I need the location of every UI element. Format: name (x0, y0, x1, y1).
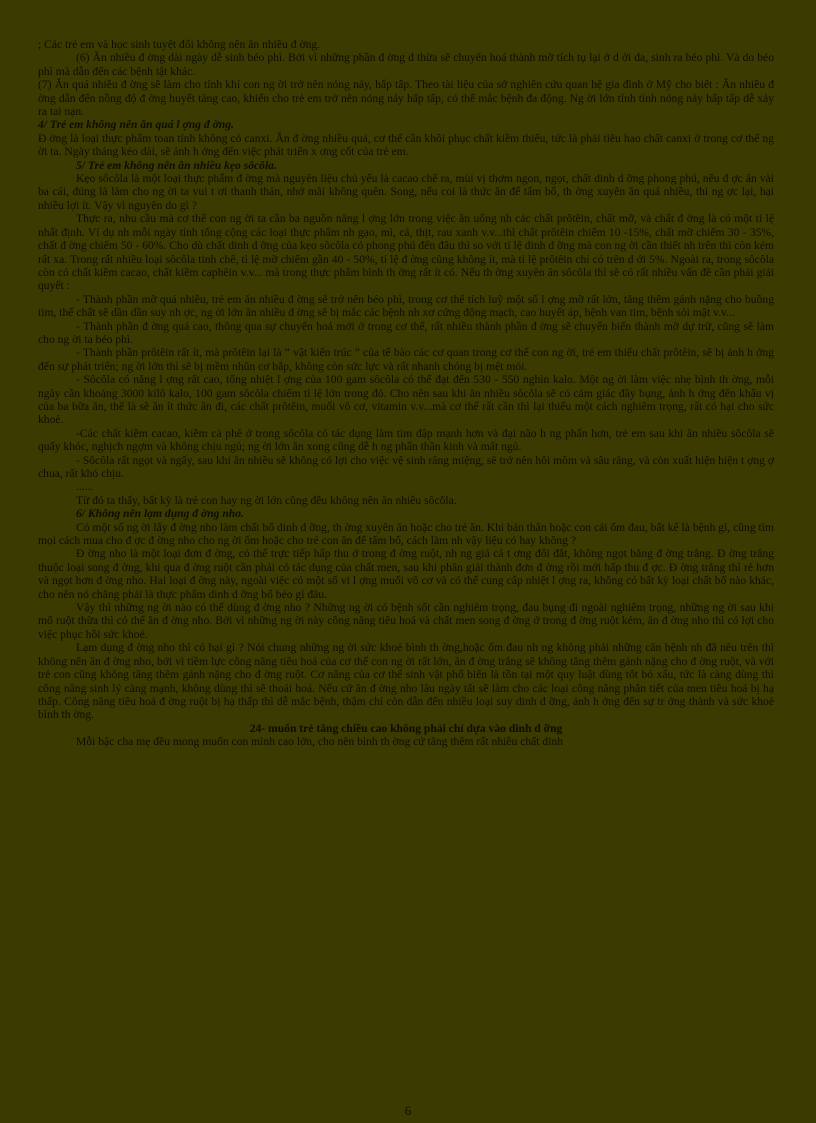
body-paragraph: ; Các trẻ em và học sinh tuyệt đối không nên ăn nhiều đ ờng. (38, 38, 321, 51)
body-paragraph: Đ ờng là loại thực phẩm toan tính không có canxi. Ăn đ ờng nhiều quá, cơ thể cần khôi phục chất kiềm thiếu, tức là phải tiêu hao chất canxi ở trong cơ thể ng ời ta. Ngày tháng kéo dài, sẽ ảnh h ởng đến việc phát triển x ơng cốt của trẻ em. (38, 131, 774, 159)
body-paragraph: - Thành phần mỡ quá nhiều, trẻ em ăn nhiều đ ờng sẽ trở nên béo phì, trong cơ thể tích luỹ một số l ợng mỡ rất lớn, tăng thêm gánh nặng cho buồng tim, thể chất sẽ dần dần suy nh ợc, ng ời lớn ăn nhiều đ ờng sẽ bị mắc các bệnh nh xơ cứng động mạch, cao huyết áp, bệnh van tim, bệnh sỏi mật v.v... (38, 292, 774, 320)
body-paragraph: Lạm dụng đ ờng nho thì có hại gì ? Nói chung những ng ời sức khoẻ bình th ờng,hoặc ốm đau nh ng không phải những căn bệnh nh đã nêu trên thì không nên ăn đ ờng nho, bởi vì tiềm lực công năng tiêu hoá của cơ thể con ng ời rất lớn, ăn đ ờng trắng sẽ không tăng thêm gánh nặng cho đ ờng ruột, và với trẻ con cũng không tăng thêm gánh nặng cho đ ờng ruột. Cơ năng của cơ thể sinh vật phổ biến là tồn tại một quy luật dùng tốt bỏ xấu, tức là càng dùng thì công năng sinh lý càng mạnh, không dùng thì sẽ thoái hoá. Nếu cứ ăn đ ờng nho lâu ngày tất sẽ làm cho các loại công năng phân tiết của men tiêu hoá bị hạ thấp. Công năng tiêu hoá đ ờng ruột bị hạ thấp thì dễ mắc bệnh, thậm chí còn dẫn đến nhiều loại suy dinh d ỡng, ảnh h ởng đến sự tr ởng thành và sức khoẻ bình th ờng. (38, 641, 774, 722)
body-paragraph: (6) Ăn nhiều đ ờng dài ngày dễ sinh béo phì. Bởi vì những phần đ ờng d thừa sẽ chuyển hoá thành mỡ tích tụ lại ở d ới da, sinh ra béo phì. Và do béo phì mà dẫn đến các bệnh tật khác. (38, 51, 774, 78)
page-number: 6 (404, 1103, 412, 1118)
body-paragraph: ...... (76, 480, 94, 494)
body-paragraph: Vậy thì những ng ời nào có thể dùng đ ờng nho ? Những ng ời có bệnh sốt cần nghiêm trọng, đau bụng đi ngoài nghiêm trọng, những ng ời sau khi mổ ruột thừa thì có thể ăn đ ờng nho. Bởi vì những ng ời này công năng tiêu hoá và chất men song đ ờng ở trong đ ờng ruột kém, ăn đ ờng nho thì có lợi cho việc phục hồi sức khoẻ. (38, 601, 774, 641)
section-heading: 5/ Trẻ em không nên ăn nhiều kẹo sôcôla. (76, 158, 277, 172)
body-paragraph: - Thành phần đ ờng quá cao, thông qua sự chuyển hoá mới ở trong cơ thể, rất nhiều thành phần đ ờng sẽ chuyển biến thành mỡ dự trữ, cũng sẽ làm cho ng ời ta béo phì. (38, 319, 774, 346)
body-paragraph: Thực ra, nhu cầu mà cơ thể con ng ời ta cần ba nguồn năng l ợng lớn trong việc ăn uống nh các chất prôtêin, chất mỡ, và chất đ ờng là có một tỉ lệ nhất định. Ví dụ nh mỗi ngày tính tổng cộng các loại thực phẩm nh gạo, mì, cá, thịt, rau xanh v.v...thì chất prôtêin chiếm 10 -15%, chất mỡ chiếm 30 - 35%, chất đ ờng chiếm 50 - 60%. Cho dù chất dinh d ỡng của kẹo sôcôla có phong phú đến đâu thì so với tỉ lệ dinh d ỡng mà con ng ời cần thiết nh trên thì còn kém rất xa. Trong rất nhiều loại sôcôla tinh chế, tỉ lệ mỡ chiếm gần 40 - 50%, tỉ lệ đ ờng cũng không ít, mà tỉ lệ prôtêin chỉ có trên d ới 5%. Ngoài ra, trong sôcôla còn có chất kiềm cacao, chất kiềm caphêin v.v... mà trong thực phẩm bình th ờng rất ít có. Nếu th ờng xuyên ăn sôcôla thì sẽ có rất nhiều vấn đề cần phải giải quyết : (38, 212, 774, 293)
body-paragraph: - Sôcôla có năng l ợng rất cao, tổng nhiệt l ợng của 100 gam sôcôla có thể đạt đến 530 - 550 nghìn kalo. Một ng ời làm việc nhẹ bình th ờng, mỗi ngày cần khoảng 3000 kilô kalo, 100 gam sôcôla chiếm tỉ lệ lớn trong đó. Cho nên sau khi ăn nhiều sôcôla sẽ có cảm giác đầy bụng, ảnh h ởng đến khẩu vị của ba bữa ăn, thế là sẽ ăn ít thức ăn đi, các chất prôtêin, muối vô cơ, vitamin v.v...mà cơ thể rất cần thì lại thiếu một cách nghiêm trọng, rất có hại cho sức khoẻ. (38, 373, 774, 427)
body-paragraph: (7) Ăn quá nhiều đ ờng sẽ làm cho tính khí con ng ời trở nên nóng nảy, hấp tấp. Theo tài liệu của sở nghiên cứu quan hệ gia đình ở Mỹ cho biết : Ăn nhiều đ ờng dẫn đến nồng độ đ ờng huyết tăng cao, khiến cho trẻ em trở nên nóng nảy hấp tấp, có thể mắc bệnh đa động. Ng ời lớn tính tình nóng nảy hấp tấp dễ xảy ra tai nạn. (38, 78, 774, 119)
body-paragraph: - Thành phần prôtêin rất ít, mà prôtêin lại là “ vật kiến trúc ” của tế bào các cơ quan trong cơ thể con ng ời, trẻ em thiếu chất prôtêin, sẽ bị ảnh h ởng đến sự phát triển; ng ời lớn thì sẽ bị mềm nhũn cơ bắp, không còn sức lực và rất nhanh chóng bị mệt mỏi. (38, 346, 774, 373)
body-paragraph: Mỗi bậc cha mẹ đều mong muốn con mình cao lớn, cho nên bình th ờng cứ tăng thêm rất nhiều chất dinh (76, 735, 564, 749)
body-paragraph: Đ ờng nho là một loại đơn đ ờng, có thể trực tiếp hấp thu ở trong đ ờng ruột, nh ng giá cả t ơng đối đắt, không ngọt bằng đ ờng trắng. Đ ờng trắng thuộc loại song đ ờng, khi qua đ ờng ruột cần phải có tác dụng của chất men, sau khi phân giải thành đơn đ ờng rồi mới hấp thu đ ợc. Đ ờng trắng thì rẻ hơn và ngọt hơn đ ờng nho. Hai loại đ ờng này, ngoài việc có một số vi l ợng muối vô cơ và có thể cung cấp nhiệt l ợng ra, không có bất kỳ loại chất bổ nào khác, cho nên nó chẳng phải là thực phẩm dinh d ỡng bổ béo gì đâu. (38, 547, 774, 601)
document-body (38, 38, 774, 749)
body-paragraph: -Các chất kiềm cacao, kiềm cà phê ở trong sôcôla có tác dụng làm tim đập mạnh hơn và đại não h ng phấn hơn, trẻ em sau khi ăn nhiều sôcôla sẽ quấy khóc, nghịch ngợm và không chịu ngủ; ng ời lớn ăn xong cũng dễ h ng phấn thần kinh và mất ngủ. (38, 426, 774, 454)
body-paragraph: - Sôcôla rất ngọt và ngấy, sau khi ăn nhiều sẽ không có lợi cho việc vệ sinh răng miệng, sẽ trở nên hôi mồm và sâu răng, và còn xuất hiện hiện t ợng ợ chua, rất khó chịu. (38, 453, 774, 480)
body-paragraph: Từ đó ta thấy, bất kỳ là trẻ con hay ng ời lớn cũng đều không nên ăn nhiều sôcôla. (76, 493, 457, 507)
section-heading: 24- muốn trẻ tăng chiều cao không phải chỉ dựa vào dinh d ỡng (249, 721, 563, 735)
section-heading: 4/ Trẻ em không nên ăn quá l ợng đ ờng. (38, 118, 234, 132)
body-paragraph: Kẹo sôcôla là một loại thực phẩm đ ờng mà nguyên liệu chủ yếu là cacao chế ra, mùi vị thơm ngon, ngọt, chất dinh d ỡng phong phú, nếu đ ợc ăn vài ba cái, đúng là làm cho ng ời ta vui t ơi thanh thản, nhớ mãi không quên. Song, nếu coi là thức ăn để tẩm bổ, th ờng xuyên ăn quá nhiều, thì ng ợc lại, hại nhiều lợi ít. Vậy vì nguyên do gì ? (38, 172, 774, 212)
section-heading: 6/ Không nên lạm dụng đ ờng nho. (76, 507, 244, 521)
body-paragraph: Có một số ng ời lấy đ ờng nho làm chất bổ dinh d ỡng, th ờng xuyên ăn hoặc cho trẻ ăn. Khi bản thân hoặc con cái ốm đau, bất kể là bệnh gì, cũng tìm mọi cách mua cho đ ợc đ ờng nho cho ng ời ốm hoặc cho trẻ con ăn để tẩm bổ, cách làm nh vậy liệu có hay không ? (38, 520, 774, 548)
